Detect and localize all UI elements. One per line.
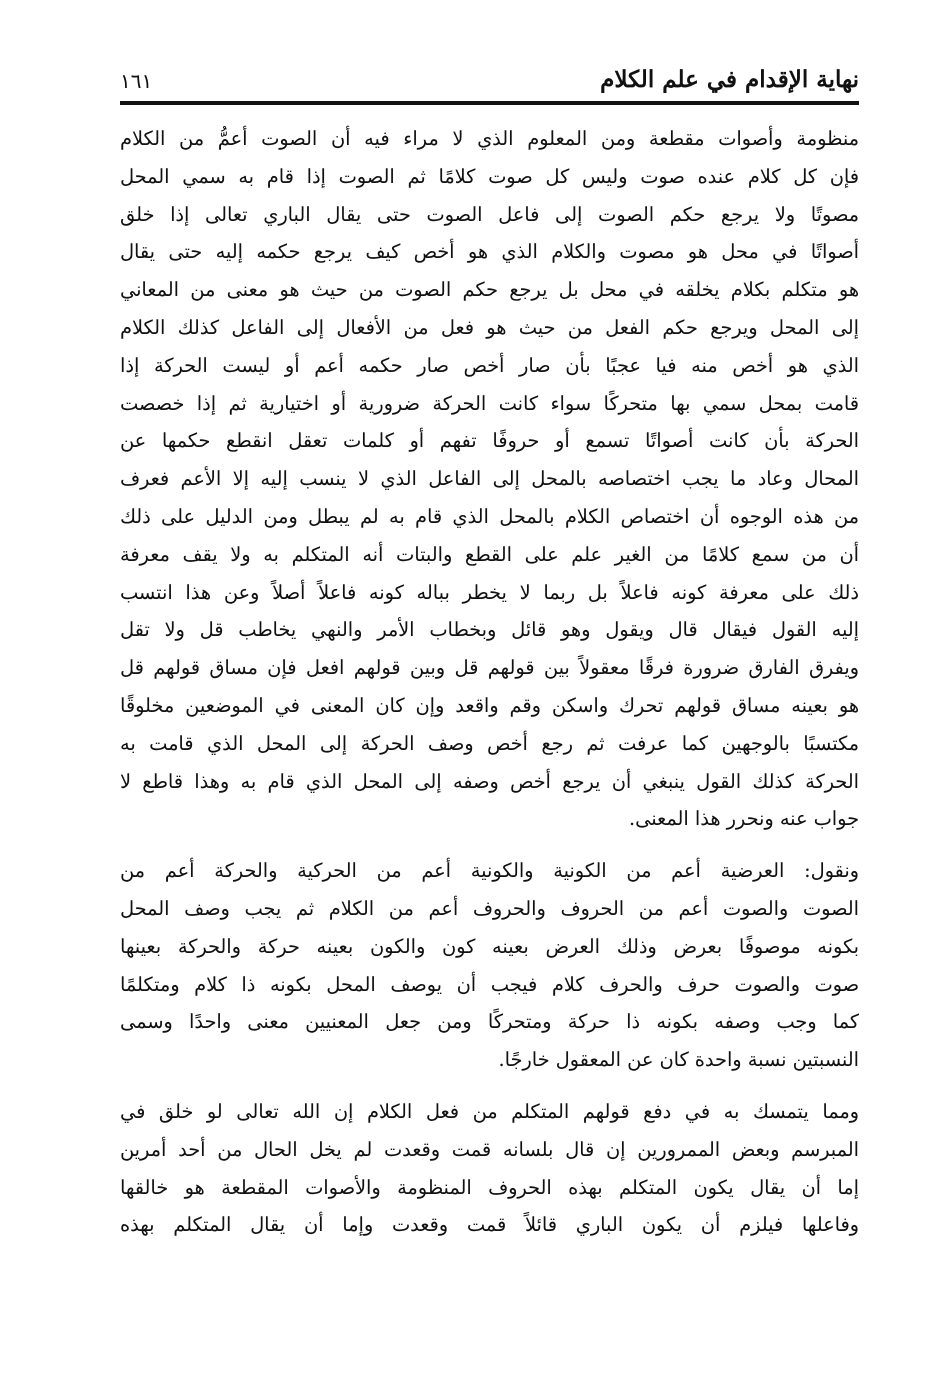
text-line: إليه القول فيقال قال ويقول وهو قائل وبخطاب الأمر والنهي يخاطب قل ولا تقل [120, 618, 859, 642]
text-line: كما وجب وصفه بكونه ذا حركة ومتحركًا ومن جعل المعنيين معنى واحدًا وسمى [120, 1010, 859, 1034]
text-line: إما أن يقال يكون المتكلم بهذه الحروف المنظومة والأصوات المقطعة هو خالقها [120, 1175, 859, 1199]
paragraph [120, 852, 859, 1079]
text-line: هو بعينه مساق قولهم تحرك واسكن وقم واقعد وإن كان المعنى في الموضعين مخلوقًا [120, 693, 859, 717]
text-line: بكونه موصوفًا بعرض وذلك العرض بعينه كون والكون بعينه حركة والحركة بعينها [120, 934, 859, 958]
text-line: المحال وعاد ما يجب اختصاصه بالمحل إلى الفاعل الذي لا ينسب إليه إلا الأعم فعرف [120, 467, 859, 491]
text-line: الحركة كذلك القول ينبغي أن يرجع أخص وصفه إلى المحل الذي قام به وهذا قاطع لا [120, 769, 859, 793]
text-line: وفاعلها فيلزم أن يكون الباري قائلاً قمت وقعدت وإما أن يقال المتكلم بهذه [120, 1213, 859, 1237]
text-line: جواب عنه ونحرر هذا المعنى. [629, 807, 859, 831]
text-line: الصوت والصوت أعم من الحروف والحروف أعم من الكلام ثم يجب وصف المحل [120, 896, 859, 920]
paragraph [120, 1093, 859, 1244]
text-line: منظومة وأصوات مقطعة ومن المعلوم الذي لا مراء فيه أن الصوت أعمُّ من الكلام [120, 127, 859, 150]
text-line: قامت بمحل سمي بها متحركًا سواء كانت الحركة ضرورية أو اختيارية ثم إذا خصصت [120, 391, 859, 415]
text-line: ذلك على معرفة كونه فاعلاً بل ربما لا يخطر بباله كونه فاعلاً أصلاً وعن هذا انتسب [120, 580, 859, 604]
body-text [120, 120, 859, 1244]
text-line: المبرسم وبعض الممرورين إن قال بلسانه قمت وقعدت لم يخل الحال من أحد أمرين [120, 1137, 859, 1161]
running-title: نهاية الإقدام في علم الكلام [600, 66, 859, 93]
text-line: النسبتين نسبة واحدة كان عن المعقول خارجًا. [498, 1048, 859, 1072]
text-line: أن من سمع كلامًا من الغير علم على القطع والبتات أنه المتكلم به ولا يقف معرفة [120, 542, 859, 566]
text-line: ونقول: العرضية أعم من الكونية والكونية أعم من الحركية والحركة أعم من [120, 859, 859, 883]
text-line: إلى المحل ويرجع حكم الفعل من حيث هو فعل من الأفعال إلى الفاعل كذلك الكلام [120, 315, 859, 339]
text-line: ومما يتمسك به في دفع قولهم المتكلم من فعل الكلام إن الله تعالى لو خلق في [120, 1099, 859, 1123]
text-line: فإن كل كلام عنده صوت وليس كل صوت كلامًا ثم الصوت إذا قام به سمي المحل [120, 164, 859, 188]
page-header [120, 62, 859, 102]
text-line: صوت والصوت حرف والحرف كلام فيجب أن يوصف المحل بكونه ذا كلام ومتكلمًا [120, 972, 859, 996]
text-line: من هذه الوجوه أن اختصاص الكلام بالمحل الذي قام به لم يبطل ومن الدليل على ذلك [120, 504, 859, 528]
text-line: الذي هو أخص منه فيا عجبًا بأن صار أخص صار حكمه أعم أو ليست الحركة إذا [120, 353, 859, 377]
text-line: مصوتًا ولا يرجع حكم الصوت إلى فاعل الصوت حتى يقال الباري تعالى إذا خلق [120, 202, 859, 226]
text-line: أصواتًا في محل هو مصوت والكلام الذي هو أخص كيف يرجع حكمه إليه حتى يقال [120, 240, 859, 264]
paragraph-gap [120, 838, 859, 852]
paragraph [120, 120, 859, 838]
header-rule [120, 101, 859, 105]
text-line: الحركة بأن كانت أصواتًا تسمع أو حروفًا تفهم أو كلمات تعقل انقطع حكمها عن [120, 429, 859, 453]
paragraph-gap [120, 1079, 859, 1093]
text-line: هو متكلم بكلام يخلقه في محل بل يرجع حكم الصوت من حيث هو معنى من المعاني [120, 278, 859, 302]
text-line: مكتسبًا بالوجهين كما عرفت ثم رجع أخص وصف الحركة إلى المحل الذي قامت به [120, 731, 859, 755]
page-number: ١٦١ [120, 69, 153, 93]
text-line: ويفرق الفارق ضرورة فرقًا معقولاً بين قولهم قل وبين قولهم افعل فإن مساق قولهم قل [120, 656, 859, 680]
